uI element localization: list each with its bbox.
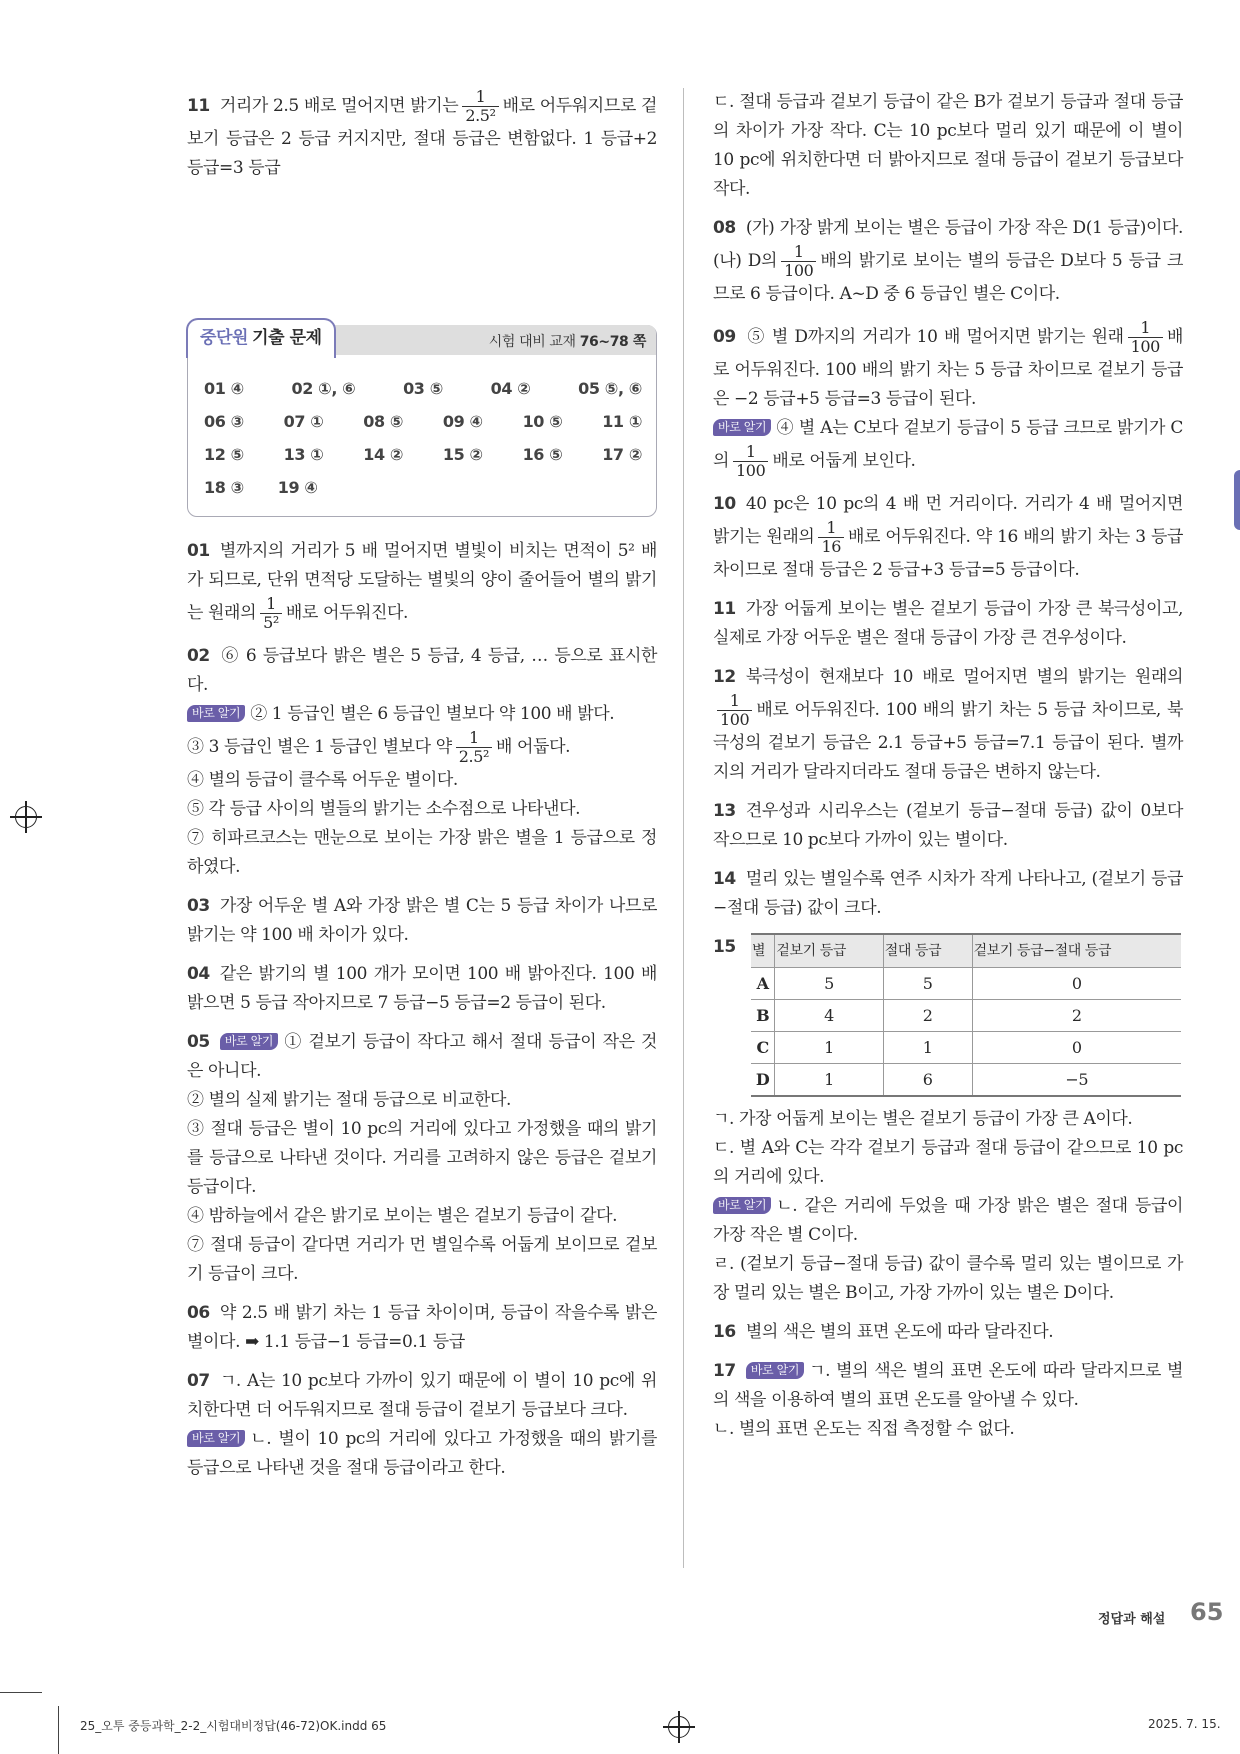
answer-item	[713, 319, 1183, 480]
table-header: 겉보기 등급	[775, 934, 883, 968]
item-number: 05	[187, 1032, 210, 1052]
table-cell: 2	[972, 1000, 1181, 1032]
answer-entry: 15 ②	[442, 445, 483, 464]
left-items	[187, 537, 657, 1483]
answer-item	[713, 1318, 1183, 1347]
item-number: 10	[713, 494, 736, 514]
fraction	[456, 729, 492, 766]
reference-pages: 76~78 쪽	[579, 334, 646, 350]
text: 배로 어두워진다.	[285, 603, 409, 623]
text: ② 별의 실제 밝기는 절대 등급으로 비교한다.	[187, 1090, 512, 1110]
numerator: 1	[826, 518, 837, 537]
answer-item	[713, 595, 1183, 653]
right-column	[713, 88, 1183, 1454]
explanation-paragraph	[713, 214, 1183, 309]
text: 별까지의 거리가 5 배 멀어지면 별빛이 비치는 면적이 5² 배가 되므로, 단위 면적당 도달하는 별빛의 양이 줄어들어 별의 밝기는 원래의	[187, 541, 657, 623]
text: ㄷ. 절대 등급과 겉보기 등급이 같은 B가 겉보기 등급과 절대 등급의 차이가 가장 작다. C는 10 pc보다 멀리 있기 때문에 이 별이 10 pc에 위치한다면 더 밝아지므로 절대 등급이 겉보기 등급보다 작다.	[713, 92, 1183, 199]
text: ㄱ. 가장 어둡게 보이는 별은 겉보기 등급이 가장 큰 A이다.	[713, 1109, 1133, 1129]
text: ㄱ. 별의 색은 별의 표면 온도에 따라 달라지므로 별의 색을 이용하여 별의 표면 온도를 알아낼 수 있다.	[713, 1361, 1183, 1410]
table-cell: C	[751, 1032, 775, 1064]
answer-entry: 05 ⑤, ⑥	[578, 379, 642, 398]
baro-algi-badge: 바로 알기	[187, 1430, 245, 1447]
table-cell: D	[751, 1064, 775, 1097]
answer-entry: 11 ①	[602, 412, 642, 431]
explanation-paragraph	[713, 595, 1183, 653]
slug-filename: 25_오투 중등과학_2-2_시험대비정답(46-72)OK.indd 65	[80, 1719, 387, 1733]
explanation-paragraph	[187, 795, 657, 824]
table-cell: 0	[972, 1032, 1181, 1064]
baro-algi-badge: 바로 알기	[187, 705, 245, 722]
item-number: 13	[713, 801, 736, 821]
fraction	[781, 243, 816, 280]
table-cell: 0	[972, 968, 1181, 1000]
answer-item	[713, 214, 1183, 309]
table-row	[751, 1032, 1181, 1064]
text: 배로 어둡게 보인다.	[772, 451, 916, 471]
item-number: 04	[187, 964, 210, 984]
explanation-paragraph	[187, 1086, 657, 1115]
item-number: 01	[187, 541, 210, 561]
answer-item	[713, 1357, 1183, 1444]
page-number: 65	[1190, 1598, 1224, 1626]
numerator: 1	[793, 242, 804, 261]
answer-entry: 06 ③	[204, 412, 244, 431]
crop-mark	[0, 1692, 42, 1693]
text: 멀리 있는 별일수록 연주 시차가 작게 나타나고, (겉보기 등급−절대 등급) 값이 크다.	[713, 869, 1183, 918]
explanation-paragraph	[187, 824, 657, 882]
text: ㄷ. 별 A와 C는 각각 겉보기 등급과 절대 등급이 같으므로 10 pc의 거리에 있다.	[713, 1138, 1183, 1187]
numerator: 1	[745, 442, 756, 461]
baro-algi-badge: 바로 알기	[746, 1362, 804, 1379]
explanation-paragraph	[187, 1299, 657, 1357]
text: ㄴ. 별이 10 pc의 거리에 있다고 가정했을 때의 밝기를 등급으로 나타낸 것을 절대 등급이라고 한다.	[187, 1429, 657, 1478]
answer-item	[187, 892, 657, 950]
text: ⑤ 각 등급 사이의 별들의 밝기는 소수점으로 나타낸다.	[187, 799, 581, 819]
item-number: 08	[713, 218, 736, 238]
baro-algi-badge: 바로 알기	[713, 419, 771, 436]
table-cell: 1	[883, 1032, 972, 1064]
registration-mark	[668, 1716, 690, 1738]
text: ⑤ 별 D까지의 거리가 10 배 멀어지면 밝기는 원래	[745, 327, 1124, 347]
answer-entry: 16 ⑤	[522, 445, 563, 464]
text: 약 2.5 배 밝기 차는 1 등급 차이이며, 등급이 작을수록 밝은 별이다. ➡ 1.1 등급−1 등급=0.1 등급	[187, 1303, 657, 1352]
answer-box-reference	[489, 328, 646, 357]
denominator: 16	[818, 537, 844, 556]
answer-item	[713, 933, 1183, 1308]
explanation-paragraph	[713, 1192, 1183, 1250]
answer-box-title	[186, 318, 336, 358]
text: ㄱ. A는 10 pc보다 가까이 있기 때문에 이 별이 10 pc에 위치한다면 더 어두워지므로 절대 등급이 겉보기 등급보다 크다.	[187, 1371, 657, 1420]
numerator: 1	[1140, 318, 1151, 337]
answer-row	[204, 407, 642, 440]
explanation-paragraph	[713, 1357, 1183, 1415]
item-number: 07	[187, 1371, 210, 1391]
explanation-paragraph	[187, 960, 657, 1018]
text: ④ 별 A는 C보다 겉보기 등급이 5 등급 크므로 밝기가 C의	[713, 418, 1183, 471]
page-edge-tab	[1234, 470, 1240, 530]
explanation-paragraph	[187, 729, 657, 766]
table-cell: 1	[775, 1064, 883, 1097]
denominator: 100	[717, 710, 752, 729]
explanation-paragraph	[713, 663, 1183, 787]
explanation-paragraph	[187, 1115, 657, 1202]
numerator: 1	[475, 87, 486, 106]
answer-entry: 01 ④	[204, 379, 244, 398]
denominator: 2.5²	[462, 106, 498, 125]
text: 배 어둡다.	[496, 737, 571, 757]
text: 견우성과 시리우스는 (겉보기 등급−절대 등급) 값이 0보다 작으므로 10 pc보다 가까이 있는 별이다.	[713, 801, 1183, 850]
explanation-paragraph	[713, 1250, 1183, 1308]
table-cell: 6	[883, 1064, 972, 1097]
text: 거리가 2.5 배로 멀어지면 밝기는	[219, 96, 459, 116]
table-header-row	[751, 934, 1181, 968]
left-top-items	[187, 88, 657, 183]
answer-entry: 13 ①	[283, 445, 324, 464]
answer-row	[204, 440, 642, 473]
answer-item	[713, 88, 1183, 204]
text: 배로 어두워지므로 겉보기 등급은 2 등급 커지지만, 절대 등급은 변함없다. 1 등급+2 등급=3 등급	[187, 96, 657, 178]
answer-entry: 07 ①	[283, 412, 324, 431]
text: 배로 어두워진다. 100 배의 밝기 차는 5 등급 차이므로 겉보기 등급은 −2 등급+5 등급=3 등급이 된다.	[713, 327, 1183, 409]
fraction	[717, 692, 752, 729]
answer-entry: 02 ①, ⑥	[291, 379, 356, 398]
answer-entry: 18 ③	[204, 478, 244, 497]
answer-item	[713, 663, 1183, 787]
answer-item	[187, 1299, 657, 1357]
answer-entry: 03 ⑤	[403, 379, 443, 398]
answer-item	[187, 88, 657, 183]
text: 같은 밝기의 별 100 개가 모이면 100 배 밝아진다. 100 배 밝으면 5 등급 작아지므로 7 등급−5 등급=2 등급이 된다.	[187, 964, 657, 1013]
numerator: 1	[266, 594, 276, 613]
denominator: 100	[733, 461, 768, 480]
explanation-paragraph	[713, 88, 1183, 204]
text: ⑦ 히파르코스는 맨눈으로 보이는 가장 밝은 별을 1 등급으로 정하였다.	[187, 828, 657, 877]
title-text: 기출 문제	[252, 328, 322, 348]
answer-list	[204, 374, 642, 506]
answer-item	[187, 1367, 657, 1483]
text: 배로 어두워진다. 약 16 배의 밝기 차는 3 등급 차이므로 절대 등급은 2 등급+3 등급=5 등급이다.	[713, 527, 1183, 580]
table-cell: B	[751, 1000, 775, 1032]
denominator: 100	[781, 261, 816, 280]
numerator: 1	[729, 691, 740, 710]
answer-entry: 14 ②	[363, 445, 404, 464]
item-number: 14	[713, 869, 736, 889]
text: 가장 어두운 별 A와 가장 밝은 별 C는 5 등급 차이가 나므로 밝기는 약 100 배 차이가 있다.	[187, 896, 657, 945]
explanation-paragraph	[187, 766, 657, 795]
explanation-paragraph	[187, 1028, 657, 1086]
answer-summary-box	[187, 325, 657, 517]
answer-item	[187, 642, 657, 882]
text: ④ 별의 등급이 클수록 어두운 별이다.	[187, 770, 458, 790]
answer-item	[187, 960, 657, 1018]
answer-entry: 09 ④	[442, 412, 483, 431]
explanation-paragraph	[713, 1134, 1183, 1192]
magnitude-table	[751, 933, 1181, 1097]
table-header: 별	[751, 934, 775, 968]
explanation-paragraph	[713, 797, 1183, 855]
table-cell: 1	[775, 1032, 883, 1064]
baro-algi-badge: 바로 알기	[713, 1197, 771, 1214]
table-cell: 5	[775, 968, 883, 1000]
fraction	[818, 519, 844, 556]
text: 북극성이 현재보다 10 배로 멀어지면 별의 밝기는 원래의	[745, 667, 1183, 687]
explanation-paragraph	[187, 1425, 657, 1483]
text: ④ 밤하늘에서 같은 밝기로 보이는 별은 겉보기 등급이 같다.	[187, 1206, 618, 1226]
answer-entry: 17 ②	[602, 445, 642, 464]
text: ㄴ. 같은 거리에 두었을 때 가장 밝은 별은 절대 등급이 가장 작은 별 C이다.	[713, 1196, 1183, 1245]
answer-entry: 19 ④	[277, 478, 318, 497]
answer-entry: 04 ②	[490, 379, 531, 398]
text: ① 겉보기 등급이 작다고 해서 절대 등급이 작은 것은 아니다.	[187, 1032, 657, 1081]
explanation-paragraph	[713, 1415, 1183, 1444]
text: 가장 어둡게 보이는 별은 겉보기 등급이 가장 큰 북극성이고, 실제로 가장 어두운 별은 절대 등급이 가장 큰 견우성이다.	[713, 599, 1183, 648]
item-number: 15	[713, 937, 736, 957]
text: 40 pc은 10 pc의 4 배 먼 거리이다. 거리가 4 배 멀어지면 밝기는 원래의	[713, 494, 1183, 547]
table-row	[751, 1064, 1181, 1097]
text: ② 1 등급인 별은 6 등급인 별보다 약 100 배 밝다.	[250, 704, 615, 724]
text: 배로 어두워진다. 100 배의 밝기 차는 5 등급 차이므로, 북극성의 겉보기 등급은 2.1 등급+5 등급=7.1 등급이 된다. 별까지의 거리가 달라지더라도 절대 등급은 변하지 않는다.	[713, 700, 1183, 782]
table-row	[751, 1000, 1181, 1032]
text: ㄴ. 별의 표면 온도는 직접 측정할 수 없다.	[713, 1419, 1015, 1439]
title-accent: 중단원	[200, 328, 249, 348]
item-number: 12	[713, 667, 736, 687]
table-cell: −5	[972, 1064, 1181, 1097]
explanation-paragraph	[713, 319, 1183, 414]
table-cell: 5	[883, 968, 972, 1000]
text: ㄹ. (겉보기 등급−절대 등급) 값이 클수록 멀리 있는 별이므로 가장 멀리 있는 별은 B이고, 가장 가까이 있는 별은 D이다.	[713, 1254, 1183, 1303]
fraction	[462, 88, 498, 125]
item-number: 06	[187, 1303, 210, 1323]
answer-entry: 08 ⑤	[363, 412, 404, 431]
fraction	[260, 595, 282, 632]
explanation-paragraph	[187, 892, 657, 950]
answer-item	[713, 490, 1183, 585]
item-number: 17	[713, 1361, 736, 1381]
explanation-paragraph	[187, 1367, 657, 1425]
explanation-paragraph	[187, 1231, 657, 1289]
table-header: 절대 등급	[883, 934, 972, 968]
text: ⑥ 6 등급보다 밝은 별은 5 등급, 4 등급, … 등으로 표시한다.	[187, 646, 657, 695]
baro-algi-badge: 바로 알기	[220, 1033, 278, 1050]
explanation-paragraph	[713, 865, 1183, 923]
answer-row	[204, 374, 642, 407]
explanation-paragraph	[187, 88, 657, 183]
crop-mark	[58, 1706, 59, 1754]
answer-item	[187, 1028, 657, 1289]
answer-item	[713, 865, 1183, 923]
text: 별의 색은 별의 표면 온도에 따라 달라진다.	[745, 1322, 1054, 1342]
table-cell: 4	[775, 1000, 883, 1032]
text: ③ 3 등급인 별은 1 등급인 별보다 약	[187, 737, 452, 757]
item-number: 02	[187, 646, 210, 666]
answer-row	[204, 473, 642, 506]
explanation-paragraph	[713, 1105, 1183, 1134]
item-number: 09	[713, 327, 736, 347]
footer-label: 정답과 해설	[1098, 1608, 1165, 1627]
text: 배의 밝기로 보이는 별의 등급은 D보다 5 등급 크므로 6 등급이다. A~D 중 6 등급인 별은 C이다.	[713, 251, 1183, 304]
item-number: 16	[713, 1322, 736, 1342]
table-cell: A	[751, 968, 775, 1000]
column-divider	[683, 88, 684, 1568]
answer-item	[713, 797, 1183, 855]
text: ③ 절대 등급은 별이 10 pc의 거리에 있다고 가정했을 때의 밝기를 등급으로 나타낸 것이다. 거리를 고려하지 않은 등급은 겉보기 등급이다.	[187, 1119, 657, 1197]
reference-label: 시험 대비 교재	[488, 334, 576, 350]
slug-date: 2025. 7. 15.	[1148, 1717, 1221, 1731]
table-row	[751, 968, 1181, 1000]
fraction	[1128, 319, 1163, 356]
explanation-paragraph	[187, 700, 657, 729]
table-header: 겉보기 등급−절대 등급	[972, 934, 1181, 968]
item-number: 11	[713, 599, 736, 619]
numerator: 1	[468, 728, 479, 747]
fraction	[733, 443, 768, 480]
registration-mark	[15, 806, 37, 828]
explanation-paragraph	[713, 1318, 1183, 1347]
item-number: 03	[187, 896, 210, 916]
answer-item	[187, 537, 657, 632]
text: ⑦ 절대 등급이 같다면 거리가 먼 별일수록 어둡게 보이므로 겉보기 등급이 크다.	[187, 1235, 657, 1284]
explanation-paragraph	[187, 642, 657, 700]
denominator: 5²	[260, 613, 282, 632]
table-item-header	[713, 933, 1183, 1097]
explanation-paragraph	[713, 490, 1183, 585]
text: (가) 가장 밝게 보이는 별은 등급이 가장 작은 D(1 등급)이다. (나) D의	[713, 218, 1183, 271]
denominator: 100	[1128, 337, 1163, 356]
left-column	[187, 88, 657, 1493]
table-cell: 2	[883, 1000, 972, 1032]
explanation-paragraph	[187, 537, 657, 632]
answer-entry: 12 ⑤	[204, 445, 244, 464]
explanation-paragraph	[713, 414, 1183, 480]
answer-entry: 10 ⑤	[522, 412, 563, 431]
item-number: 11	[187, 96, 210, 116]
explanation-paragraph	[187, 1202, 657, 1231]
denominator: 2.5²	[456, 747, 492, 766]
